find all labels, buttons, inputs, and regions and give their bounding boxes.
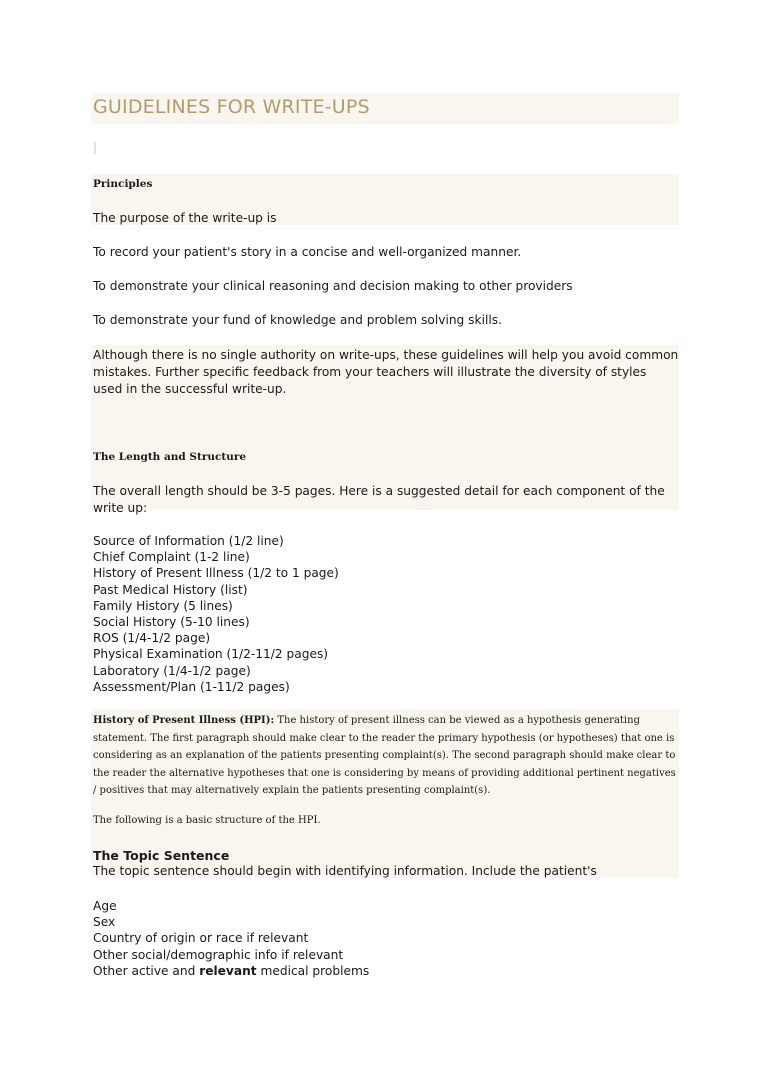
list-item: Assessment/Plan (1-11/2 pages): [93, 679, 290, 694]
list-item: Sex: [93, 915, 116, 930]
length-structure-heading: The Length and Structure: [93, 451, 247, 463]
topic-items-list: [93, 898, 369, 979]
list-item: Source of Information (1/2 line): [93, 534, 284, 548]
hpi-structure-note: The following is a basic structure of the HPI.: [93, 815, 321, 826]
list-item: Chief Complaint (1-2 line): [93, 550, 250, 565]
topic-intro: The topic sentence should begin with identifying information. Include the patient's: [93, 864, 597, 878]
list-item: Family History (5 lines): [93, 598, 233, 613]
topic-sentence-heading: The Topic Sentence: [93, 848, 230, 863]
list-item: [93, 963, 369, 979]
goal-item: To demonstrate your fund of knowledge and problem solving skills.: [93, 313, 502, 327]
components-list: [93, 533, 339, 695]
page-title: GUIDELINES FOR WRITE-UPS: [93, 96, 370, 118]
hpi-label: History of Present Illness (HPI):: [93, 715, 275, 726]
note-paragraph: Although there is no single authority on write-ups, these guidelines will help you avoid common mistakes. Further specific feedback from your teachers will illustrate the diversity of styles used in the successful write-up.: [93, 348, 679, 396]
text-cursor-mark: [94, 142, 96, 154]
list-item: Age: [93, 899, 117, 913]
hpi-paragraph: [93, 712, 679, 800]
list-item: Past Medical History (list): [93, 582, 248, 597]
item-emphasis: relevant: [199, 963, 257, 978]
goal-item: To record your patient's story in a concise and well-organized manner.: [93, 245, 522, 259]
principles-heading: Principles: [93, 178, 153, 190]
list-item: Laboratory (1/4-1/2 page): [93, 663, 251, 678]
list-item: Country of origin or race if relevant: [93, 931, 309, 946]
hpi-text: The history of present illness can be viewed as a hypothesis generating statement. The first paragraph should make clear to the reader the primary hypothesis (or hypotheses) that one is considering as an explanation of the patients presenting complaint(s). The second paragraph should make clear to the reader the alternative hypotheses that one is considering by means of providing additional pertinent negatives / positives that may alternatively explain the patients presenting complaint(s).: [93, 715, 676, 796]
goal-item: To demonstrate your clinical reasoning and decision making to other providers: [93, 279, 573, 293]
length-intro: The overall length should be 3-5 pages. Here is a suggested detail for each component of the write up:: [93, 484, 665, 515]
item-prefix: Other active and: [93, 963, 200, 978]
purpose-text: The purpose of the write-up is: [93, 211, 277, 225]
list-item: Social History (5-10 lines): [93, 615, 250, 630]
list-item: Physical Examination (1/2-11/2 pages): [93, 647, 329, 662]
item-suffix: medical problems: [256, 963, 370, 978]
list-item: Other social/demographic info if relevant: [93, 947, 344, 962]
list-item: ROS (1/4-1/2 page): [93, 631, 211, 646]
list-item: History of Present Illness (1/2 to 1 page): [93, 566, 339, 581]
